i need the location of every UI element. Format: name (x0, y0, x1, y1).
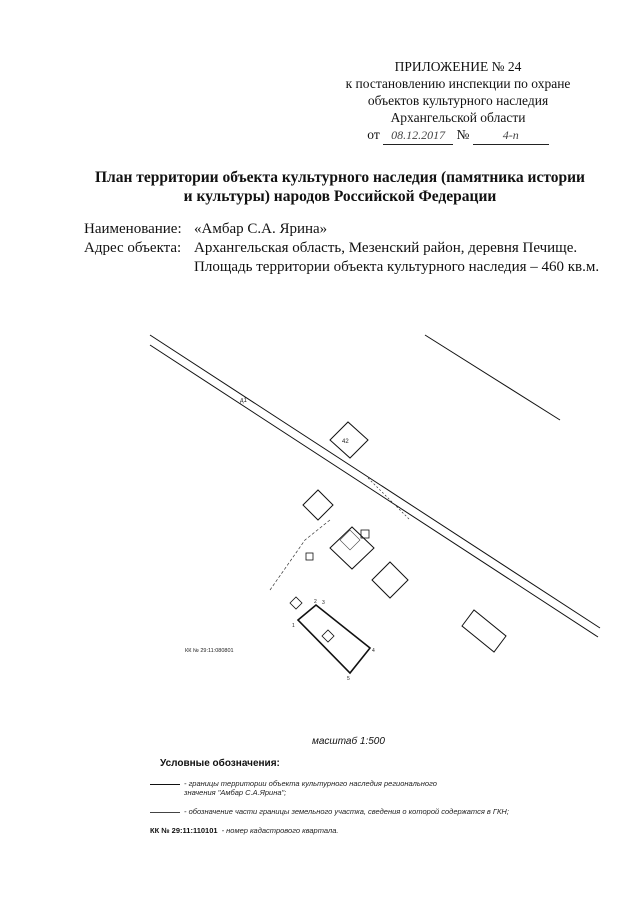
building (462, 610, 506, 652)
name-value: «Амбар С.А. Ярина» (194, 221, 328, 237)
appendix-date-row (338, 126, 578, 145)
area-row (84, 258, 599, 277)
area-value: Площадь территории объекта культурного наследия – 460 кв.м. (194, 259, 600, 275)
legend-kk-code: КК № 29:11:110101 (150, 826, 218, 835)
legend-heading: Условные обозначения: (160, 758, 280, 769)
point-label: 1 (292, 623, 295, 629)
object-info (84, 220, 599, 277)
road-label: д1 (240, 398, 247, 404)
title-line: План территории объекта культурного наследия (памятника истории (95, 169, 585, 186)
legend-text: - обозначение части границы земельного участка, сведения о которой содержатся в ГКН; (184, 807, 509, 816)
site-plan (0, 320, 640, 720)
legend-item-territory (150, 779, 524, 797)
legend-item-quarter (150, 826, 524, 835)
number-label: № (456, 127, 470, 142)
legend-text: - границы территории объекта культурного наследия регионального значения "Амбар С.А.Ярина"; (184, 779, 437, 797)
address-value: Архангельская область, Мезенский район, деревня Печище. (194, 240, 578, 256)
appendix-line: Архангельской области (390, 110, 526, 125)
legend-symbol-thin (150, 812, 180, 814)
point-label: 5 (347, 676, 350, 682)
building (290, 597, 302, 609)
building (372, 562, 408, 598)
document-title (90, 168, 590, 206)
legend (150, 758, 524, 845)
building-42 (330, 422, 368, 458)
name-label: Наименование: (84, 221, 182, 237)
scale-label: масштаб 1:500 (312, 736, 385, 747)
from-label: от (367, 127, 380, 142)
ambar-building (322, 630, 334, 642)
appendix-line: объектов культурного наследия (367, 93, 549, 108)
address-label: Адрес объекта: (84, 240, 182, 256)
legend-symbol-solid (150, 784, 180, 786)
date-value: 08.12.2017 (383, 127, 453, 145)
number-value: 4-п (473, 127, 549, 145)
name-row (84, 220, 599, 239)
dashed-boundary (270, 520, 330, 590)
point-label: 3 (322, 600, 325, 606)
road-line (150, 345, 598, 637)
road-line (150, 335, 600, 628)
legend-item-land-boundary (150, 807, 524, 816)
building (306, 553, 313, 560)
cadastral-quarter-label: КК № 29:11:080801 (185, 648, 234, 654)
object-territory (298, 605, 370, 673)
legend-text: - номер кадастрового квартала. (221, 826, 339, 835)
appendix-header (338, 58, 578, 145)
building (340, 530, 360, 550)
boundary-curve (425, 335, 560, 420)
building-42-label: 42 (342, 439, 349, 445)
dashed-boundary (368, 478, 410, 520)
title-line: и культуры) народов Российской Федерации (183, 188, 497, 205)
address-row (84, 239, 599, 258)
appendix-number: ПРИЛОЖЕНИЕ № 24 (394, 59, 522, 74)
building (303, 490, 333, 520)
appendix-line: к постановлению инспекции по охране (345, 76, 571, 91)
point-label: 4 (372, 648, 375, 654)
point-label: 2 (314, 599, 317, 605)
